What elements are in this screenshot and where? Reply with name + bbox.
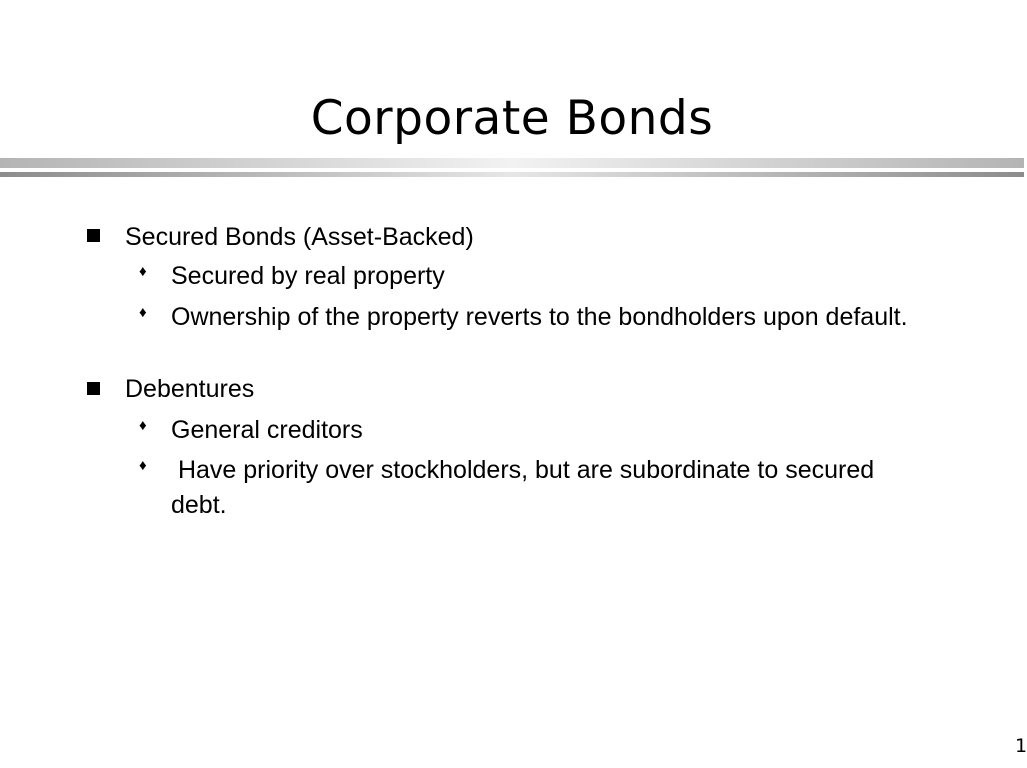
slide-title: Corporate Bonds <box>310 91 714 146</box>
slide-page-number: 1 <box>1015 735 1027 757</box>
sub-bullet-general-creditors: General creditors <box>171 416 363 444</box>
diamond-bullet-icon: ♦ <box>139 417 147 434</box>
sub-bullet-priority-over-stockholders: Have priority over stockholders, but are subordinate to secured debt. <box>171 456 882 519</box>
title-divider-bottom <box>0 172 1024 177</box>
title-divider-top <box>0 158 1024 168</box>
diamond-bullet-icon: ♦ <box>139 263 147 280</box>
diamond-bullet-icon: ♦ <box>139 304 147 321</box>
diamond-bullet-icon: ♦ <box>139 457 147 474</box>
square-bullet-icon <box>87 382 100 395</box>
bullet-debentures: Debentures <box>125 375 255 403</box>
bullet-secured-bonds: Secured Bonds (Asset-Backed) <box>125 223 474 251</box>
sub-bullet-ownership-reverts: Ownership of the property reverts to the bondholders upon default. <box>171 303 908 331</box>
sub-bullet-secured-by-real-property: Secured by real property <box>171 262 445 290</box>
square-bullet-icon <box>87 229 100 242</box>
